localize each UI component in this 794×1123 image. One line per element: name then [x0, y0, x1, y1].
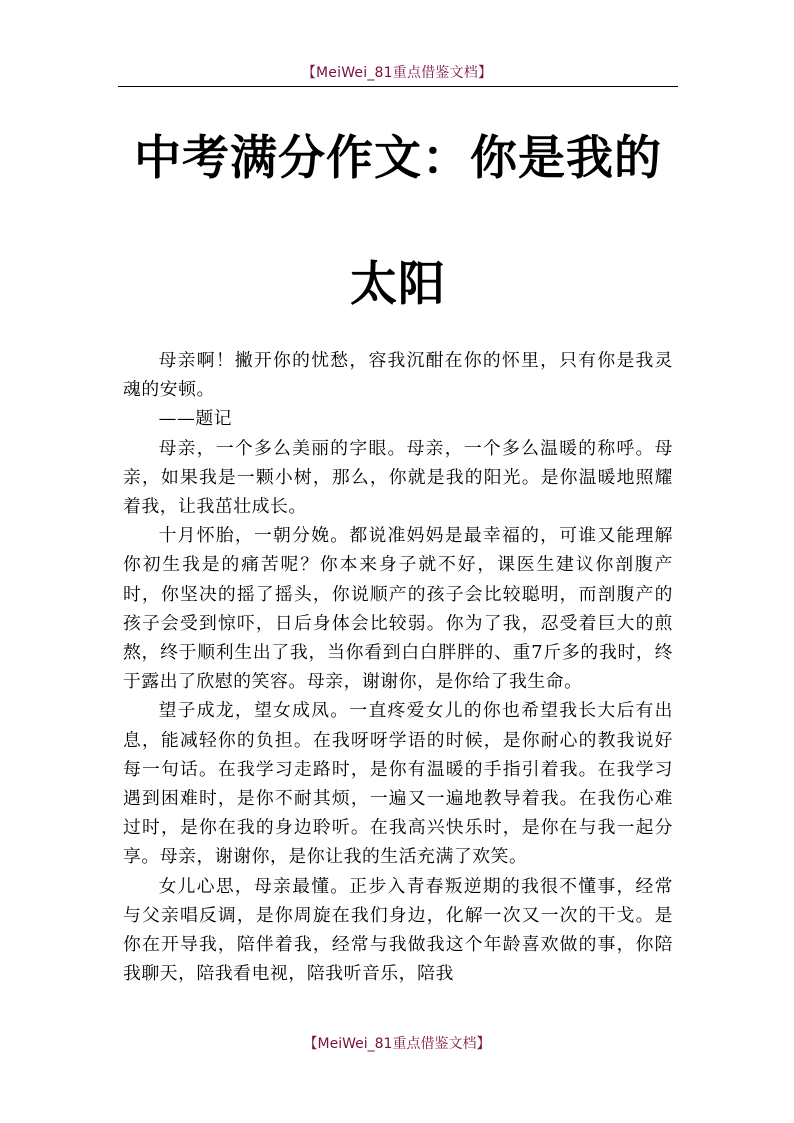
paragraph-epigraph: 母亲啊！撇开你的忧愁，容我沉酣在你的怀里，只有你是我灵魂的安顿。 [123, 350, 673, 401]
title-line-1: 中考满分作文：你是我的 [134, 131, 662, 186]
paragraph: 女儿心思，母亲最懂。正步入青春叛逆期的我很不懂事，经常与父亲唱反调，是你周旋在我们身边，化解一次又一次的干戈。是你在开导我，陪伴着我，经常与我做我这个年龄喜欢做的事，你陪我聊天，陪我看电视，陪我听音乐，陪我 [123, 875, 673, 985]
document-title [118, 96, 678, 348]
article-body [123, 346, 673, 988]
paragraph: 望子成龙，望女成凤。一直疼爱女儿的你也希望我长大后有出息，能减轻你的负担。在我呀呀学语的时候，是你耐心的教我说好每一句话。在我学习走路时，是你有温暖的手指引着我。在我学习遇到困难时，是你不耐其烦，一遍又一遍地教导着我。在我伤心难过时，是你在我的身边聆听。在我高兴快乐时，是你在与我一起分享。母亲，谢谢你，是你让我的生活充满了欢笑。 [123, 700, 673, 868]
page-footer: 【MeiWei_81重点借鉴文档】 [303, 1036, 491, 1052]
paragraph: 母亲，一个多么美丽的字眼。母亲，一个多么温暖的称呼。母亲，如果我是一颗小树，那么，你就是我的阳光。是你温暖地照耀着我，让我茁壮成长。 [123, 437, 673, 518]
title-line-2: 太阳 [350, 257, 446, 312]
paragraph-epigraph-attribution: ——题记 [158, 408, 233, 430]
page-header: 【MeiWei_81重点借鉴文档】 [301, 65, 493, 81]
paragraph: 十月怀胎，一朝分娩。都说准妈妈是最幸福的，可谁又能理解你初生我是的痛苦呢？你本来身子就不好，课医生建议你剖腹产时，你坚决的摇了摇头，你说顺产的孩子会比较聪明，而剖腹产的孩子会受到惊吓，日后身体会比较弱。你为了我，忍受着巨大的煎熬，终于顺利生出了我，当你看到白白胖胖的、重7斤多的我时，终于露出了欣慰的笑容。母亲，谢谢你，是你给了我生命。 [123, 525, 673, 693]
header-divider [118, 86, 678, 87]
